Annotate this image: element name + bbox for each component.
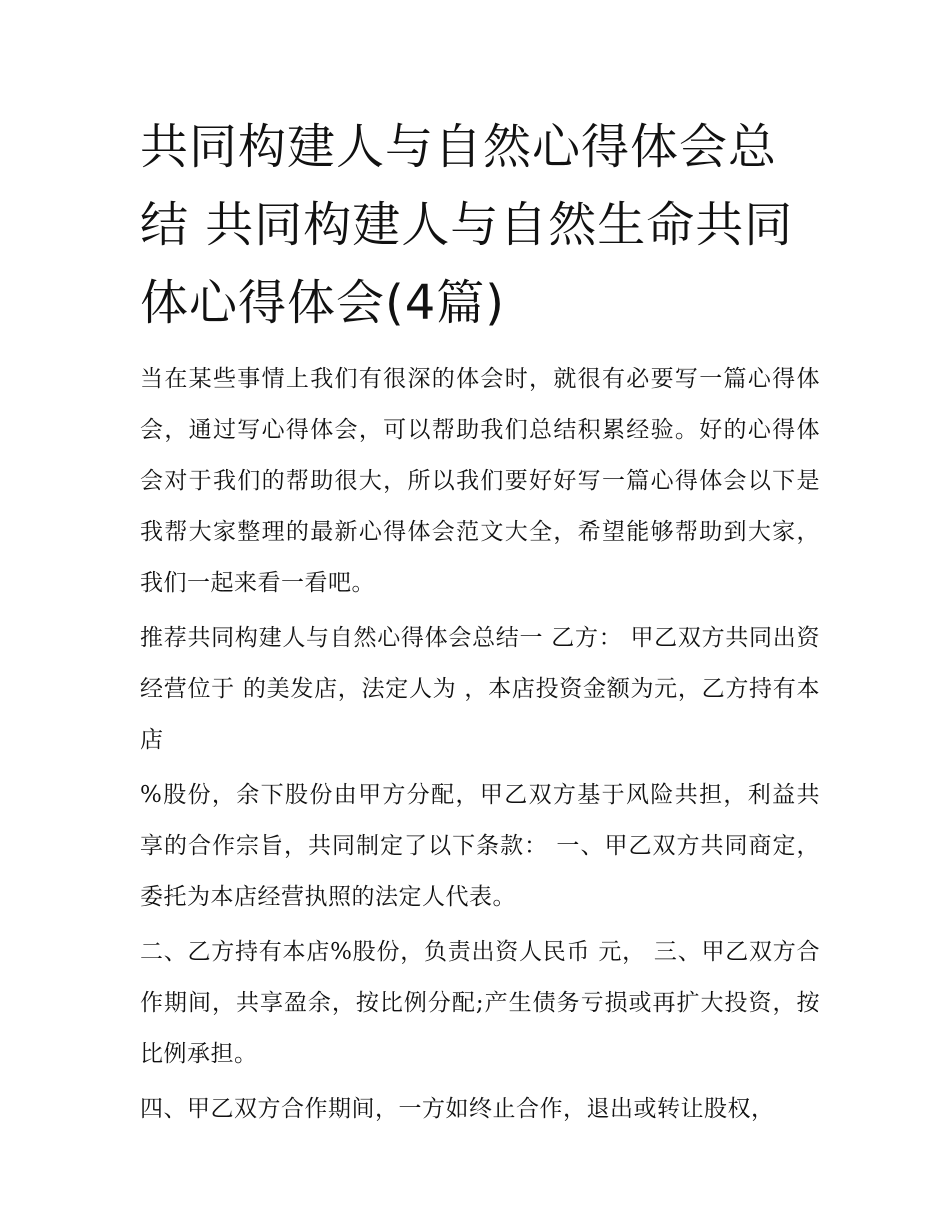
paragraph-recommendation: 推荐共同构建人与自然心得体会总结一 乙方： 甲乙双方共同出资经营位于 的美发店，法定人为 ，本店投资金额为元，乙方持有本店 — [140, 625, 820, 753]
paragraph-clause-four: 四、甲乙双方合作期间，一方如终止合作，退出或转让股权， — [140, 1096, 775, 1122]
paragraph-clause-two-three: 二、乙方持有本店%股份，负责出资人民币 元， 三、甲乙双方合作期间，共享盈余，按比例分配;产生债务亏损或再扩大投资，按比例承担。 — [140, 939, 820, 1067]
document-title: 共同构建人与自然心得体会总结 共同构建人与自然生命共同体心得体会(4篇) — [140, 119, 794, 331]
document-page — [140, 108, 820, 1139]
paragraph-shares: %股份，余下股份由甲方分配，甲乙双方基于风险共担，利益共享的合作宗旨，共同制定了以下条款： 一、甲乙双方共同商定，委托为本店经营执照的法定人代表。 — [140, 782, 820, 910]
paragraph-intro: 当在某些事情上我们有很深的体会时，就很有必要写一篇心得体会，通过写心得体会，可以帮助我们总结积累经验。好的心得体会对于我们的帮助很大，所以我们要好好写一篇心得体会以下是我帮大家整理的最新心得体会范文大全，希望能够帮助到大家，我们一起来看一看吧。 — [140, 366, 820, 596]
